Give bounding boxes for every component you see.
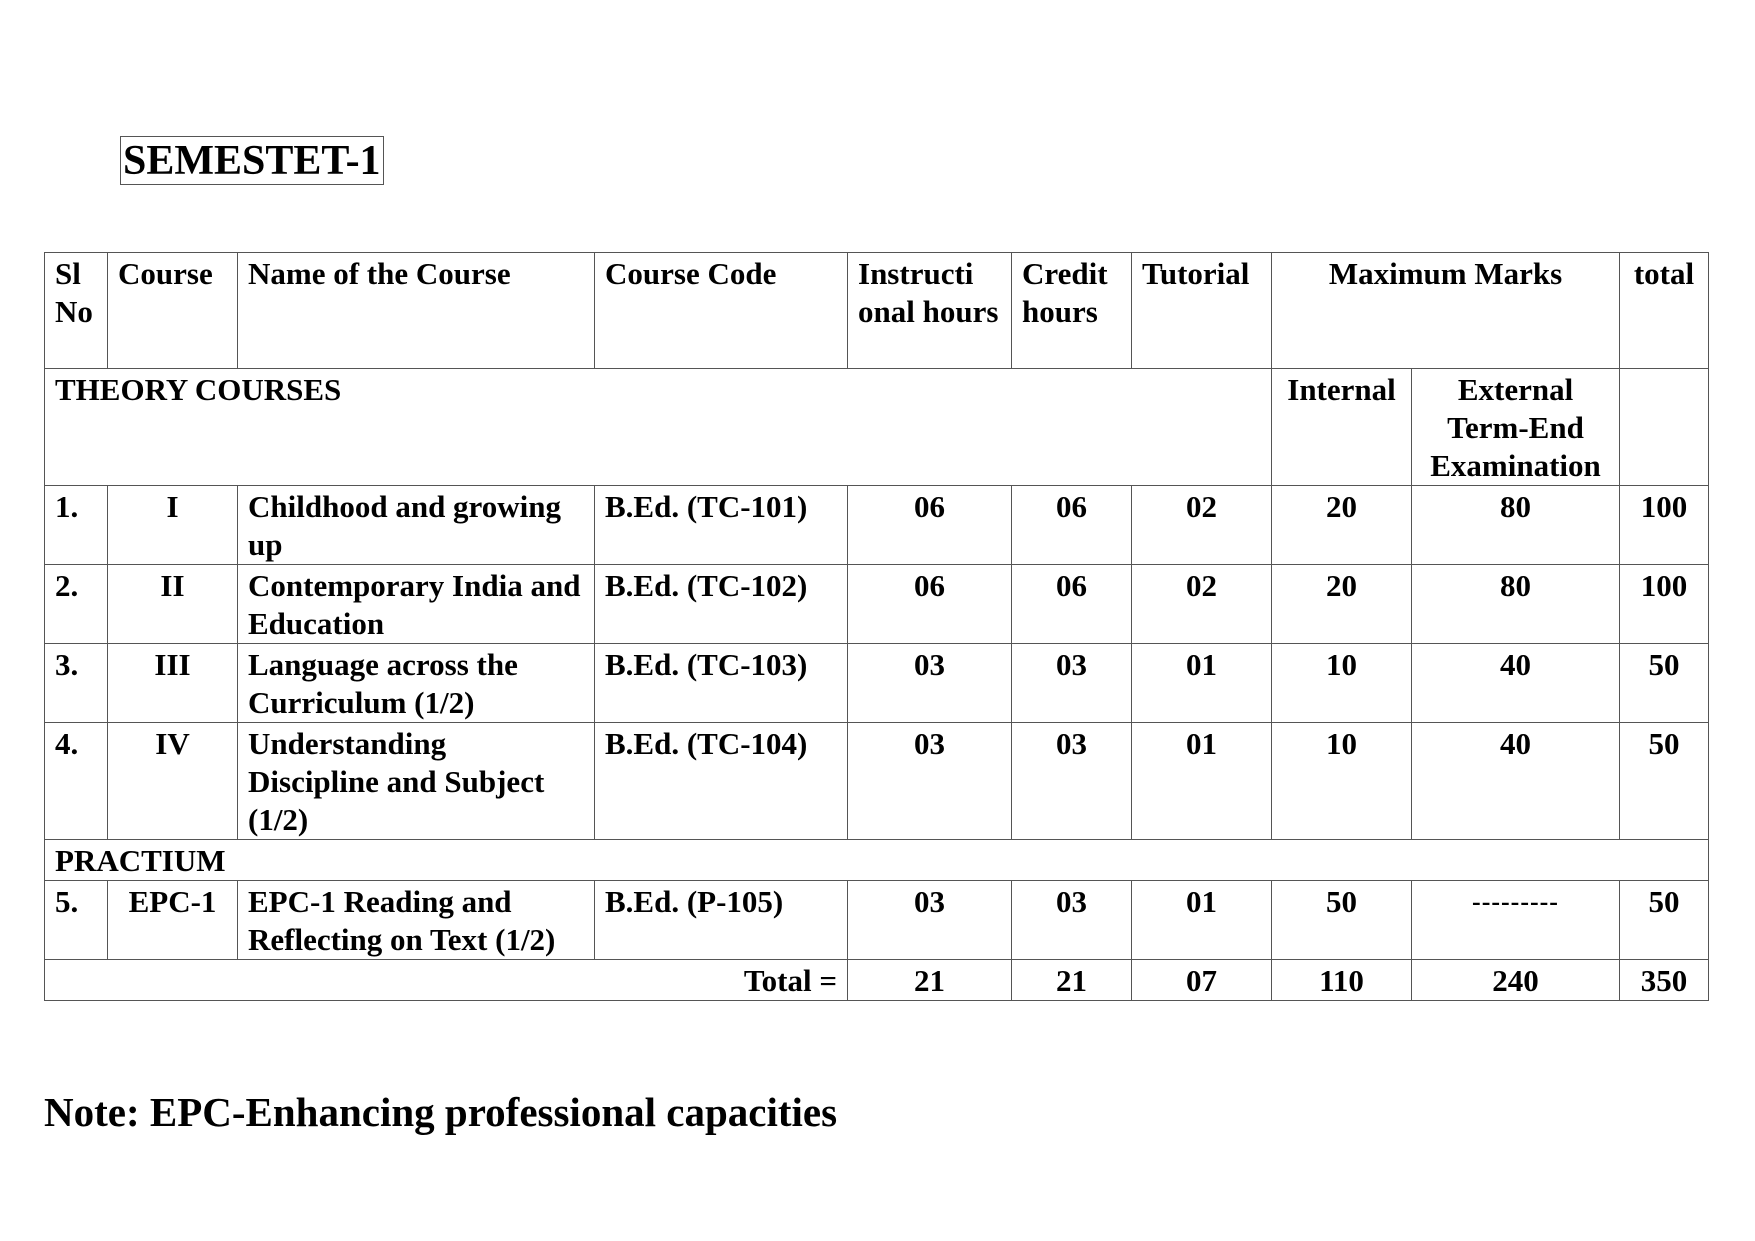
practium-section-row bbox=[45, 840, 1709, 881]
cell-tutorial: 01 bbox=[1132, 881, 1272, 960]
total-internal-marks: 110 bbox=[1272, 960, 1412, 1001]
cell-sl-no: 1. bbox=[45, 486, 108, 565]
cell-tutorial: 01 bbox=[1132, 723, 1272, 840]
cell-total-marks: 100 bbox=[1620, 486, 1709, 565]
cell-total-marks: 50 bbox=[1620, 644, 1709, 723]
grand-total: 350 bbox=[1620, 960, 1709, 1001]
cell-total-marks: 100 bbox=[1620, 565, 1709, 644]
cell-instructional-hours: 03 bbox=[848, 644, 1012, 723]
cell-course-name: EPC-1 Reading and Reflecting on Text (1/2) bbox=[238, 881, 595, 960]
cell-credit-hours: 03 bbox=[1012, 723, 1132, 840]
cell-credit-hours: 03 bbox=[1012, 644, 1132, 723]
cell-external-marks: 80 bbox=[1412, 565, 1620, 644]
footnote: Note: EPC-Enhancing professional capacities bbox=[44, 1089, 838, 1135]
table-row bbox=[45, 565, 1709, 644]
cell-credit-hours: 03 bbox=[1012, 881, 1132, 960]
cell-internal-marks: 10 bbox=[1272, 723, 1412, 840]
course-table bbox=[44, 252, 1709, 1001]
table-row bbox=[45, 881, 1709, 960]
cell-instructional-hours: 03 bbox=[848, 723, 1012, 840]
cell-course-number: EPC-1 bbox=[108, 881, 238, 960]
cell-total-marks: 50 bbox=[1620, 723, 1709, 840]
cell-instructional-hours: 06 bbox=[848, 486, 1012, 565]
cell-course-code: B.Ed. (TC-103) bbox=[595, 644, 848, 723]
total-tutorial: 07 bbox=[1132, 960, 1272, 1001]
theory-section-row bbox=[45, 369, 1709, 486]
cell-internal-marks: 10 bbox=[1272, 644, 1412, 723]
cell-tutorial: 02 bbox=[1132, 486, 1272, 565]
cell-course-number: IV bbox=[108, 723, 238, 840]
cell-course-name: Language across the Curriculum (1/2) bbox=[238, 644, 595, 723]
cell-external-marks: --------- bbox=[1412, 881, 1620, 960]
cell-course-name: Childhood and growing up bbox=[238, 486, 595, 565]
header-instructional-hours: Instructi onal hours bbox=[848, 253, 1012, 369]
cell-course-name: Contemporary India and Education bbox=[238, 565, 595, 644]
header-course-name: Name of the Course bbox=[238, 253, 595, 369]
header-row bbox=[45, 253, 1709, 369]
cell-course-number: III bbox=[108, 644, 238, 723]
total-instructional-hours: 21 bbox=[848, 960, 1012, 1001]
table-row bbox=[45, 486, 1709, 565]
cell-course-number: I bbox=[108, 486, 238, 565]
cell-course-number: II bbox=[108, 565, 238, 644]
cell-sl-no: 4. bbox=[45, 723, 108, 840]
total-external-marks: 240 bbox=[1412, 960, 1620, 1001]
table-row bbox=[45, 644, 1709, 723]
header-total: total bbox=[1620, 253, 1709, 369]
header-sl-no: Sl No bbox=[45, 253, 108, 369]
cell-course-code: B.Ed. (P-105) bbox=[595, 881, 848, 960]
header-internal: Internal bbox=[1272, 369, 1412, 486]
cell-course-code: B.Ed. (TC-104) bbox=[595, 723, 848, 840]
cell-course-code: B.Ed. (TC-101) bbox=[595, 486, 848, 565]
cell-external-marks: 40 bbox=[1412, 723, 1620, 840]
header-external: External Term-End Examination bbox=[1412, 369, 1620, 486]
cell-sl-no: 2. bbox=[45, 565, 108, 644]
cell-internal-marks: 20 bbox=[1272, 486, 1412, 565]
semester-title: SEMESTET-1 bbox=[120, 136, 384, 185]
total-label: Total = bbox=[45, 960, 848, 1001]
cell-internal-marks: 20 bbox=[1272, 565, 1412, 644]
header-credit-hours: Credit hours bbox=[1012, 253, 1132, 369]
cell-total-marks: 50 bbox=[1620, 881, 1709, 960]
header-course: Course bbox=[108, 253, 238, 369]
empty-cell bbox=[1620, 369, 1709, 486]
total-row bbox=[45, 960, 1709, 1001]
table-row bbox=[45, 723, 1709, 840]
cell-tutorial: 01 bbox=[1132, 644, 1272, 723]
theory-courses-heading: THEORY COURSES bbox=[45, 369, 1272, 486]
cell-internal-marks: 50 bbox=[1272, 881, 1412, 960]
cell-credit-hours: 06 bbox=[1012, 565, 1132, 644]
cell-course-code: B.Ed. (TC-102) bbox=[595, 565, 848, 644]
cell-external-marks: 40 bbox=[1412, 644, 1620, 723]
cell-credit-hours: 06 bbox=[1012, 486, 1132, 565]
header-maximum-marks: Maximum Marks bbox=[1272, 253, 1620, 369]
cell-tutorial: 02 bbox=[1132, 565, 1272, 644]
cell-instructional-hours: 06 bbox=[848, 565, 1012, 644]
practium-heading: PRACTIUM bbox=[45, 840, 1709, 881]
header-tutorial: Tutorial bbox=[1132, 253, 1272, 369]
cell-instructional-hours: 03 bbox=[848, 881, 1012, 960]
cell-sl-no: 3. bbox=[45, 644, 108, 723]
total-credit-hours: 21 bbox=[1012, 960, 1132, 1001]
cell-external-marks: 80 bbox=[1412, 486, 1620, 565]
header-course-code: Course Code bbox=[595, 253, 848, 369]
cell-course-name: Understanding Discipline and Subject (1/2) bbox=[238, 723, 595, 840]
cell-sl-no: 5. bbox=[45, 881, 108, 960]
